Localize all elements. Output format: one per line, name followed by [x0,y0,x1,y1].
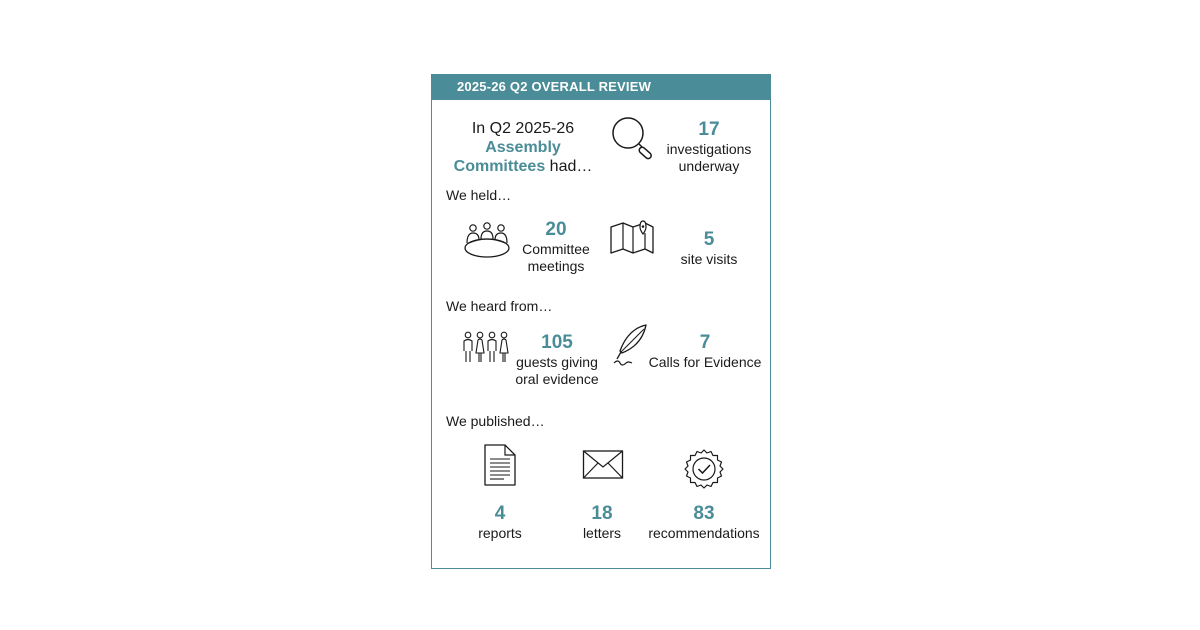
guests-stat [512,332,602,388]
calls-value: 7 [699,332,711,353]
investigations-value: 17 [698,119,720,140]
letters-value: 18 [591,503,613,524]
letters-label1: letters [582,525,622,541]
meeting-table-icon [463,221,511,261]
section-published: We published… [446,413,545,429]
guests-label2: oral evidence [515,371,599,387]
people-icon [462,331,512,367]
envelope-icon [582,449,624,481]
document-icon [483,443,517,487]
letters-stat [562,503,642,542]
investigations-stat [654,119,764,175]
reports-value: 4 [494,503,506,524]
intro-accent1: Assembly [485,139,561,156]
map-icon [609,219,655,257]
visits-value: 5 [703,229,715,250]
meetings-label1: Committee [522,241,590,257]
recommendations-label1: recommendations [648,525,760,541]
review-card [431,74,771,569]
meetings-label2: meetings [527,258,585,274]
intro-text [438,119,608,176]
recommendations-value: 83 [693,503,715,524]
section-held: We held… [446,187,512,203]
card-title: 2025-26 Q2 OVERALL REVIEW [457,79,652,94]
investigations-label1: investigations [666,141,752,157]
meetings-stat [516,219,596,275]
magnifier-icon [609,115,659,163]
calls-label1: Calls for Evidence [648,354,762,370]
intro-line1: In Q2 2025-26 [471,120,575,137]
visits-stat [664,229,754,268]
reports-stat [460,503,540,542]
card-header [432,75,770,100]
meetings-value: 20 [545,219,567,240]
intro-accent2: Committees [453,158,546,175]
guests-value: 105 [541,332,573,353]
intro-suffix: had… [545,158,593,175]
guests-label1: guests giving [516,354,598,370]
visits-label1: site visits [680,251,738,267]
recommendations-stat [644,503,764,542]
investigations-label2: underway [678,158,740,174]
calls-stat [645,332,765,371]
section-heard: We heard from… [446,298,553,314]
badge-check-icon [683,448,725,490]
reports-label1: reports [478,525,522,541]
